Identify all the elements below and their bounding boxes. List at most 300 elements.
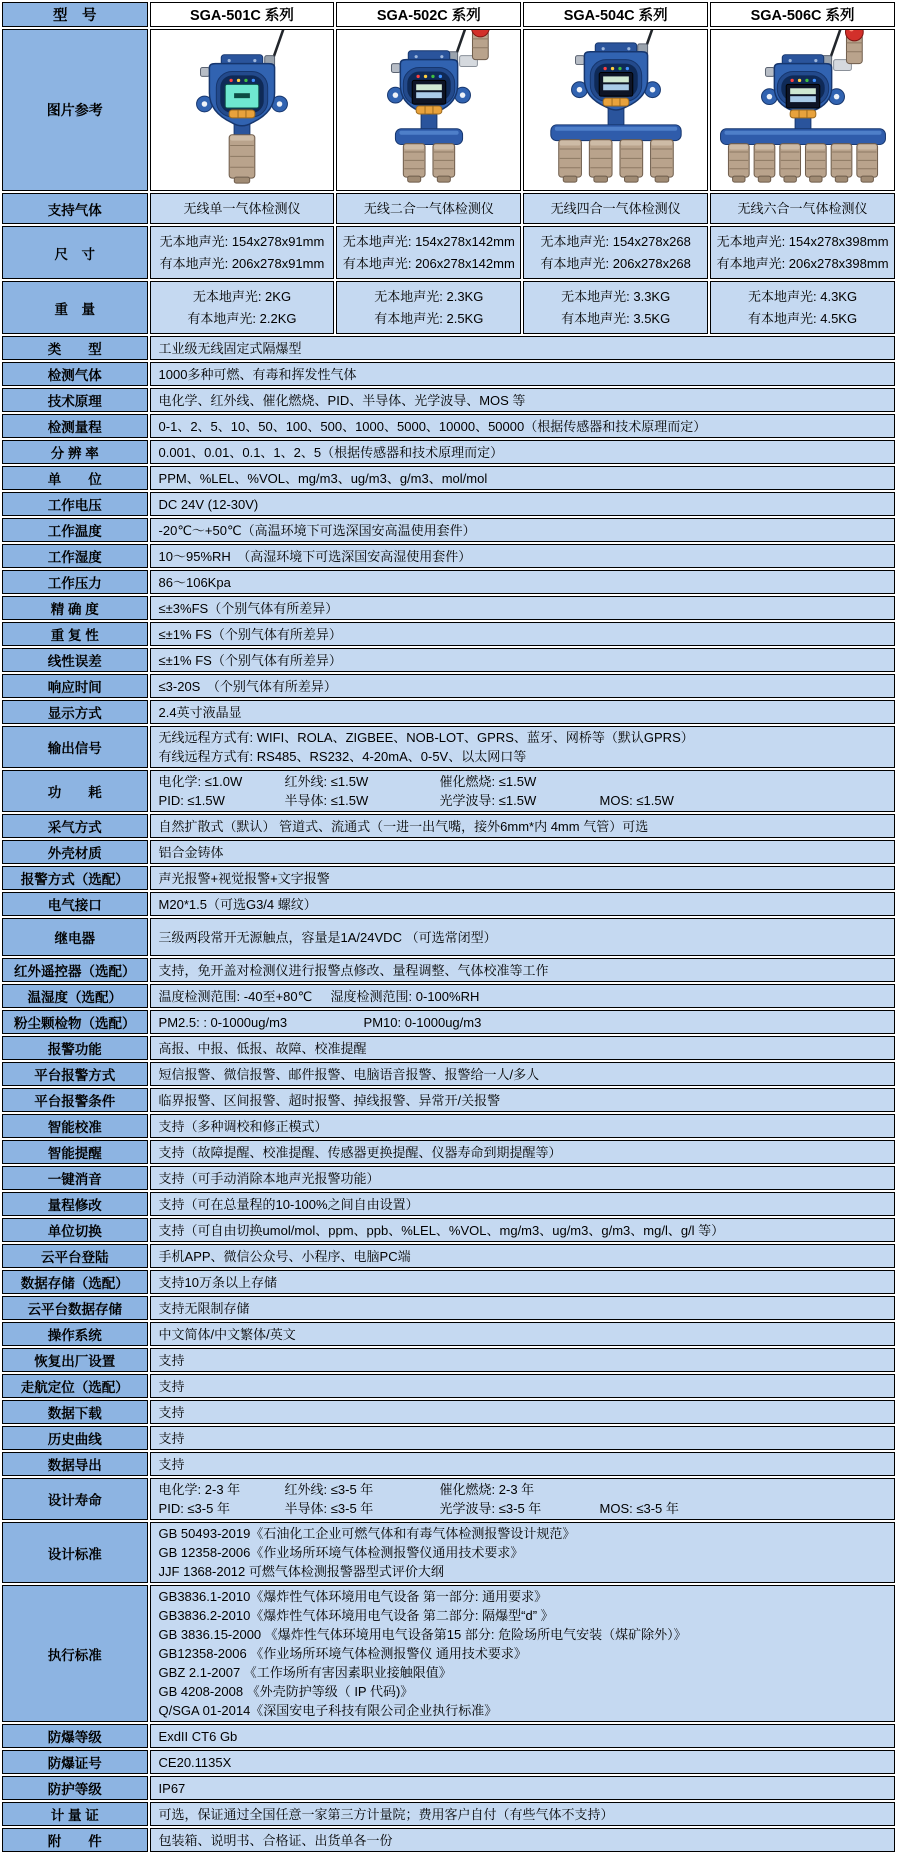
- spec-row-value: [150, 700, 895, 724]
- spec-row-value: [150, 1585, 895, 1722]
- value-line: [159, 928, 886, 947]
- spec-row-label: 粉尘颗检物（选配）: [2, 1010, 148, 1034]
- table-row: [2, 1218, 895, 1242]
- model-header-sga506c: SGA-506C 系列: [710, 2, 895, 27]
- spec-row-label: 检测量程: [2, 414, 148, 438]
- text-segment: -20℃～+50℃（高温环境下可选深国安高温使用套件）: [158, 522, 476, 538]
- value-line: 无本地声光: 154x278x142mm: [342, 234, 515, 249]
- table-row: [2, 814, 895, 838]
- spec-row-value: [150, 1400, 895, 1424]
- value-line: [159, 391, 886, 410]
- text-segment: 光学波导: ≤1.5W: [439, 793, 537, 808]
- text-segment: M20*1.5（可选G3/4 螺纹）: [158, 896, 317, 912]
- value-line: 无本地声光: 154x278x398mm: [716, 234, 889, 249]
- spec-row-label: 重 复 性: [2, 622, 148, 646]
- spec-row-label: 重 量: [2, 281, 148, 334]
- spec-row-label: 设计标准: [2, 1522, 148, 1583]
- device-image-sga-504c: [523, 29, 708, 191]
- text-segment: IP67: [158, 1780, 186, 1796]
- value-line: [159, 1221, 886, 1240]
- spec-row-value: [150, 492, 895, 516]
- spec-row-label: 功 耗: [2, 770, 148, 812]
- text-segment: PPM、%LEL、%VOL、mg/m3、ug/m3、g/m3、mol/mol: [158, 470, 488, 486]
- text-segment: 1000多种可燃、有毒和挥发性气体: [158, 366, 357, 382]
- value-line: [159, 1779, 886, 1798]
- spec-row-value: [150, 544, 895, 568]
- spec-row-value: [523, 226, 708, 279]
- spec-row-value: [150, 1140, 895, 1164]
- spec-row-value: [150, 1192, 895, 1216]
- spec-row-label: 响应时间: [2, 674, 148, 698]
- value-line: [159, 747, 886, 766]
- spec-row-label: 红外遥控器（选配）: [2, 958, 148, 982]
- spec-row-value: [150, 1062, 895, 1086]
- spec-row-label: 数据下载: [2, 1400, 148, 1424]
- value-line: [159, 547, 886, 566]
- spec-row-value: [150, 866, 895, 890]
- text-segment: 支持（可自由切换umol/mol、ppm、ppb、%LEL、%VOL、mg/m3、ug/m3、g/m3、mg/l、g/l 等）: [158, 1222, 725, 1238]
- spec-row-label: 检测气体: [2, 362, 148, 386]
- value-line: [159, 1682, 886, 1701]
- value-line: [159, 1805, 886, 1824]
- table-row: [2, 414, 895, 438]
- value-line: [159, 869, 886, 888]
- spec-row-label: 附 件: [2, 1828, 148, 1852]
- table-row: [2, 1522, 895, 1583]
- value-line: [159, 1143, 886, 1162]
- spec-row-label: 防爆等级: [2, 1724, 148, 1748]
- spec-row-label: 平台报警方式: [2, 1062, 148, 1086]
- value-line: [159, 1169, 886, 1188]
- text-segment: 支持（可手动消除本地声光报警功能）: [158, 1170, 380, 1186]
- table-row: [2, 193, 895, 224]
- value-line: 有本地声光: 206x278x268: [540, 256, 691, 271]
- text-segment: 三级两段常开无源触点，容量是1A/24VDC （可选常闭型）: [158, 929, 497, 945]
- table-row: [2, 674, 895, 698]
- value-line: 无本地声光: 2.3KG: [374, 289, 484, 304]
- table-row: [2, 281, 895, 334]
- text-segment: PM2.5: : 0-1000ug/m3: [158, 1014, 288, 1030]
- spec-row-label: 智能提醒: [2, 1140, 148, 1164]
- spec-row-label: 类 型: [2, 336, 148, 360]
- text-segment: 支持，免开盖对检测仪进行报警点修改、量程调整、气体校准等工作: [158, 962, 549, 978]
- text-segment: 温度检测范围: -40至+80℃: [158, 988, 313, 1004]
- spec-row-value: [710, 193, 895, 224]
- spec-row-label: 单位切换: [2, 1218, 148, 1242]
- spec-row-value: [710, 281, 895, 334]
- text-segment: 中文简体/中文繁体/英文: [158, 1326, 296, 1342]
- gas-detector-single-icon: [151, 30, 333, 190]
- text-segment: JJF 1368-2012 可燃气体检测报警器型式评价大纲: [158, 1564, 444, 1579]
- text-segment: GB3836.1-2010《爆炸性气体环境用电气设备 第一部分: 通用要求》: [158, 1589, 548, 1604]
- spec-row-value: [523, 193, 708, 224]
- text-segment: 0.001、0.01、0.1、1、2、5（根据传感器和技术原理而定）: [158, 444, 504, 460]
- spec-row-value: [150, 1724, 895, 1748]
- table-row: [2, 1400, 895, 1424]
- table-row: [2, 1802, 895, 1826]
- spec-row-value: [150, 336, 895, 360]
- spec-row-value: [150, 958, 895, 982]
- spec-row-value: [150, 1776, 895, 1800]
- spec-row-label: 平台报警条件: [2, 1088, 148, 1112]
- value-line: 有本地声光: 3.5KG: [561, 311, 671, 326]
- text-segment: 支持: [158, 1456, 185, 1472]
- header-row: [2, 2, 895, 27]
- value-line: 无本地声光: 3.3KG: [561, 289, 671, 304]
- table-row: [2, 622, 895, 646]
- value-line: 无本地声光: 4.3KG: [748, 289, 858, 304]
- spec-row-label: 精 确 度: [2, 596, 148, 620]
- spec-row-value: [336, 226, 521, 279]
- text-segment: 86～106Kpa: [158, 574, 231, 590]
- spec-row-label: 技术原理: [2, 388, 148, 412]
- spec-row-value: [150, 1010, 895, 1034]
- spec-row-value: [150, 1296, 895, 1320]
- table-row: [2, 1322, 895, 1346]
- table-row: [2, 1088, 895, 1112]
- spec-row-label: 报警功能: [2, 1036, 148, 1060]
- text-segment: 半导体: ≤3-5 年: [284, 1501, 374, 1516]
- device-image-sga-506c: [710, 29, 895, 191]
- text-segment: GB 3836.15-2000 《爆炸性气体环境用电气设备第15 部分: 危险场所电气安装（煤矿除外）》: [158, 1627, 687, 1642]
- value-line: [159, 1543, 886, 1562]
- value-line: [159, 728, 886, 747]
- text-segment: 声光报警+视觉报警+文字报警: [158, 870, 330, 886]
- spec-row-label: 报警方式（选配）: [2, 866, 148, 890]
- table-row: [2, 1585, 895, 1722]
- spec-row-value: [150, 726, 895, 768]
- text-segment: 电化学: ≤1.0W: [158, 774, 243, 789]
- spec-row-label: 数据导出: [2, 1452, 148, 1476]
- table-row: [2, 570, 895, 594]
- table-row: [2, 226, 895, 279]
- spec-row-value: [150, 1322, 895, 1346]
- spec-row-value: [150, 892, 895, 916]
- spec-row-label: 工作压力: [2, 570, 148, 594]
- value-line: 无本地声光: 154x278x268: [540, 234, 691, 249]
- image-row-label: 图片参考: [2, 29, 148, 191]
- spec-row-label: 线性误差: [2, 648, 148, 672]
- table-row: [2, 336, 895, 360]
- table-row: [2, 1750, 895, 1774]
- spec-row-value: [150, 1270, 895, 1294]
- text-segment: 支持: [158, 1430, 185, 1446]
- value-line: [159, 1351, 886, 1370]
- table-row: [2, 1192, 895, 1216]
- text-segment: GBZ 2.1-2007 《工作场所有害因素职业接触限值》: [158, 1665, 452, 1680]
- text-segment: PID: ≤1.5W: [158, 793, 225, 808]
- spec-row-label: 温湿度（选配）: [2, 984, 148, 1008]
- spec-row-value: [150, 1088, 895, 1112]
- table-row: [2, 492, 895, 516]
- text-segment: 0-1、2、5、10、50、100、500、1000、5000、10000、50000（根据传感器和技术原理而定）: [158, 418, 707, 434]
- spec-row-label: 防护等级: [2, 1776, 148, 1800]
- text-segment: 支持（多种调校和修正模式）: [158, 1118, 328, 1134]
- value-line: [159, 651, 886, 670]
- text-segment: 可选，保证通过全国任意一家第三方计量院；费用客户自付（有些气体不支持）: [158, 1806, 614, 1822]
- value-line: [159, 1455, 886, 1474]
- text-segment: PM10: 0-1000ug/m3: [363, 1014, 482, 1030]
- table-row: [2, 1244, 895, 1268]
- text-segment: PID: ≤3-5 年: [158, 1501, 230, 1516]
- value-line: [159, 469, 886, 488]
- text-segment: Q/SGA 01-2014《深国安电子科技有限公司企业执行标准》: [158, 1703, 498, 1718]
- spec-row-label: 工作温度: [2, 518, 148, 542]
- spec-row-value: [336, 281, 521, 334]
- spec-row-value: [150, 466, 895, 490]
- spec-row-value: [150, 414, 895, 438]
- spec-row-value: [150, 622, 895, 646]
- table-row: [2, 1166, 895, 1190]
- spec-row-value: [150, 674, 895, 698]
- spec-row-label: 历史曲线: [2, 1426, 148, 1450]
- value-line: [159, 1013, 886, 1032]
- text-segment: 临界报警、区间报警、超时报警、掉线报警、异常开/关报警: [158, 1092, 501, 1108]
- value-line: [159, 521, 886, 540]
- spec-row-label: 工作湿度: [2, 544, 148, 568]
- text-segment: 2.4英寸液晶显: [158, 704, 242, 720]
- value-line: [159, 625, 886, 644]
- table-row: [2, 1776, 895, 1800]
- text-segment: 湿度检测范围: 0-100%RH: [330, 988, 480, 1004]
- gas-detector-quad-icon: [525, 30, 707, 190]
- value-line: 有本地声光: 206x278x142mm: [342, 256, 515, 271]
- text-segment: ≤±3%FS（个别气体有所差异）: [158, 600, 339, 616]
- text-segment: MOS: ≤1.5W: [599, 793, 674, 808]
- value-line: [159, 1524, 886, 1543]
- text-segment: 红外线: ≤1.5W: [284, 774, 369, 789]
- gas-detector-hex-icon: [712, 30, 894, 190]
- value-line: [159, 1117, 886, 1136]
- value-line: [159, 1562, 886, 1581]
- spec-row-label: 执行标准: [2, 1585, 148, 1722]
- value-line: 有本地声光: 2.2KG: [187, 311, 297, 326]
- spec-row-label: 计 量 证: [2, 1802, 148, 1826]
- spec-row-label: 设计寿命: [2, 1478, 148, 1520]
- text-segment: ≤±1% FS（个别气体有所差异）: [158, 652, 342, 668]
- text-segment: MOS: ≤3-5 年: [599, 1501, 679, 1516]
- spec-row-label: 智能校准: [2, 1114, 148, 1138]
- spec-row-value: [150, 1114, 895, 1138]
- value-line: [159, 1091, 886, 1110]
- value-line: [159, 1039, 886, 1058]
- value-line: 无线四合一气体检测仪: [550, 201, 681, 216]
- text-segment: CE20.1135X: [158, 1754, 232, 1770]
- value-line: [159, 1247, 886, 1266]
- value-line: 有本地声光: 206x278x91mm: [159, 256, 325, 271]
- value-line: [159, 1377, 886, 1396]
- value-line: [159, 1606, 886, 1625]
- value-line: 无本地声光: 154x278x91mm: [159, 234, 325, 249]
- table-row: [2, 1374, 895, 1398]
- spec-row-value: [150, 388, 895, 412]
- text-segment: 红外线: ≤3-5 年: [284, 1482, 374, 1497]
- text-segment: 催化燃烧: ≤1.5W: [439, 774, 537, 789]
- value-line: [159, 443, 886, 462]
- spec-row-value: [150, 1802, 895, 1826]
- value-line: [159, 1429, 886, 1448]
- model-header-sga504c: SGA-504C 系列: [523, 2, 708, 27]
- table-row: [2, 892, 895, 916]
- text-segment: 支持无限制存储: [158, 1300, 250, 1316]
- value-line: [159, 1325, 886, 1344]
- spec-row-value: [150, 984, 895, 1008]
- spec-row-value: [150, 193, 335, 224]
- spec-row-value: [150, 1348, 895, 1372]
- value-line: [159, 1499, 886, 1518]
- spec-row-value: [150, 362, 895, 386]
- value-line: 有本地声光: 2.5KG: [374, 311, 484, 326]
- text-segment: 工业级无线固定式隔爆型: [158, 340, 302, 356]
- spec-row-value: [150, 1218, 895, 1242]
- value-line: [159, 1701, 886, 1720]
- table-row: [2, 726, 895, 768]
- value-line: [159, 1831, 886, 1850]
- value-line: [159, 1727, 886, 1746]
- spec-row-value: [150, 570, 895, 594]
- table-row: [2, 596, 895, 620]
- spec-row-label: 操作系统: [2, 1322, 148, 1346]
- spec-row-value: [150, 1244, 895, 1268]
- spec-row-label: 云平台登陆: [2, 1244, 148, 1268]
- text-segment: 支持10万条以上存储: [158, 1274, 277, 1290]
- spec-row-value: [150, 1478, 895, 1520]
- spec-row-label: 外壳材质: [2, 840, 148, 864]
- table-row: [2, 544, 895, 568]
- value-line: [159, 495, 886, 514]
- value-line: [159, 1753, 886, 1772]
- table-row: [2, 1062, 895, 1086]
- text-segment: 自然扩散式（默认） 管道式、流通式（一进一出气嘴，接外6mm*内 4mm 气管）可选: [158, 818, 649, 834]
- text-segment: 电化学、红外线、催化燃烧、PID、半导体、光学波导、MOS 等: [158, 392, 526, 408]
- table-row: [2, 1296, 895, 1320]
- spec-row-label: 继电器: [2, 918, 148, 956]
- value-line: [159, 772, 886, 791]
- text-segment: 光学波导: ≤3-5 年: [439, 1501, 542, 1516]
- table-row: [2, 1010, 895, 1034]
- value-line: [159, 365, 886, 384]
- value-line: 无线六合一气体检测仪: [737, 201, 868, 216]
- spec-row-label: 支持气体: [2, 193, 148, 224]
- spec-row-label: 一键消音: [2, 1166, 148, 1190]
- text-segment: 电化学: 2-3 年: [158, 1482, 241, 1497]
- text-segment: 10～95%RH （高湿环境下可选深国安高湿使用套件）: [158, 548, 472, 564]
- value-line: 有本地声光: 4.5KG: [748, 311, 858, 326]
- spec-row-value: [150, 648, 895, 672]
- text-segment: 半导体: ≤1.5W: [284, 793, 369, 808]
- table-row: [2, 1140, 895, 1164]
- spec-row-value: [150, 1522, 895, 1583]
- spec-row-value: [150, 1166, 895, 1190]
- text-segment: 短信报警、微信报警、邮件报警、电脑语音报警、报警给一人/多人: [158, 1066, 540, 1082]
- table-row: [2, 700, 895, 724]
- spec-row-label: 防爆证号: [2, 1750, 148, 1774]
- table-row: [2, 840, 895, 864]
- model-header-sga501c: SGA-501C 系列: [150, 2, 335, 27]
- value-line: [159, 1663, 886, 1682]
- spec-row-value: [150, 596, 895, 620]
- value-line: [159, 817, 886, 836]
- spec-row-value: [336, 193, 521, 224]
- text-segment: 支持: [158, 1404, 185, 1420]
- model-header-label: 型 号: [2, 2, 148, 27]
- device-image-sga-502c: [336, 29, 521, 191]
- table-row: [2, 918, 895, 956]
- text-segment: 支持（可在总量程的10-100%之间自由设置）: [158, 1196, 419, 1212]
- spec-row-label: 恢复出厂设置: [2, 1348, 148, 1372]
- text-segment: 手机APP、微信公众号、小程序、电脑PC端: [158, 1248, 411, 1264]
- text-segment: GB3836.2-2010《爆炸性气体环境用电气设备 第二部分: 隔爆型“d” 》: [158, 1608, 554, 1623]
- text-segment: GB12358-2006 《作业场所环境气体检测报警仪 通用技术要求》: [158, 1646, 527, 1661]
- spec-row-value: [150, 440, 895, 464]
- spec-row-value: [150, 814, 895, 838]
- value-line: [159, 791, 886, 810]
- text-segment: 无线远程方式有: WIFI、ROLA、ZIGBEE、NOB-LOT、GPRS、蓝牙、网桥等（默认GPRS）: [158, 730, 694, 745]
- value-line: 无线二合一气体检测仪: [363, 201, 494, 216]
- table-row: [2, 1036, 895, 1060]
- spec-row-value: [150, 1426, 895, 1450]
- value-line: [159, 1625, 886, 1644]
- text-segment: 支持（故障提醒、校准提醒、传感器更换提醒、仪器寿命到期提醒等）: [158, 1144, 562, 1160]
- text-segment: GB 12358-2006《作业场所环境气体检测报警仪通用技术要求》: [158, 1545, 524, 1560]
- image-row: [2, 29, 895, 191]
- table-row: [2, 648, 895, 672]
- table-row: [2, 1478, 895, 1520]
- value-line: [159, 987, 886, 1006]
- table-row: [2, 984, 895, 1008]
- text-segment: DC 24V (12-30V): [158, 496, 259, 512]
- spec-row-value: [150, 1750, 895, 1774]
- spec-row-value: [710, 226, 895, 279]
- device-image-sga-501c: [150, 29, 335, 191]
- text-segment: ≤±1% FS（个别气体有所差异）: [158, 626, 342, 642]
- spec-row-label: 分 辨 率: [2, 440, 148, 464]
- spec-row-label: 电气接口: [2, 892, 148, 916]
- spec-row-label: 量程修改: [2, 1192, 148, 1216]
- value-line: [159, 339, 886, 358]
- spec-row-value: [150, 1036, 895, 1060]
- value-line: [159, 1065, 886, 1084]
- table-row: [2, 388, 895, 412]
- value-line: [159, 703, 886, 722]
- value-line: [159, 677, 886, 696]
- spec-row-value: [150, 918, 895, 956]
- table-row: [2, 466, 895, 490]
- gas-detector-dual-icon: [338, 30, 520, 190]
- value-line: [159, 1403, 886, 1422]
- table-row: [2, 866, 895, 890]
- value-line: [159, 843, 886, 862]
- spec-row-value: [150, 518, 895, 542]
- spec-row-label: 尺 寸: [2, 226, 148, 279]
- value-line: [159, 417, 886, 436]
- value-line: [159, 1480, 886, 1499]
- text-segment: GB 4208-2008 《外壳防护等级（ IP 代码)》: [158, 1684, 414, 1699]
- text-segment: 有线远程方式有: RS485、RS232、4-20mA、0-5V、以太网口等: [158, 749, 527, 764]
- spec-row-label: 数据存储（选配）: [2, 1270, 148, 1294]
- value-line: 无线单一气体检测仪: [183, 201, 301, 216]
- spec-row-value: [150, 226, 335, 279]
- spec-row-value: [150, 1374, 895, 1398]
- model-header-sga502c: SGA-502C 系列: [336, 2, 521, 27]
- value-line: [159, 599, 886, 618]
- table-row: [2, 958, 895, 982]
- text-segment: 支持: [158, 1378, 185, 1394]
- table-row: [2, 1348, 895, 1372]
- table-row: [2, 518, 895, 542]
- table-row: [2, 440, 895, 464]
- table-row: [2, 770, 895, 812]
